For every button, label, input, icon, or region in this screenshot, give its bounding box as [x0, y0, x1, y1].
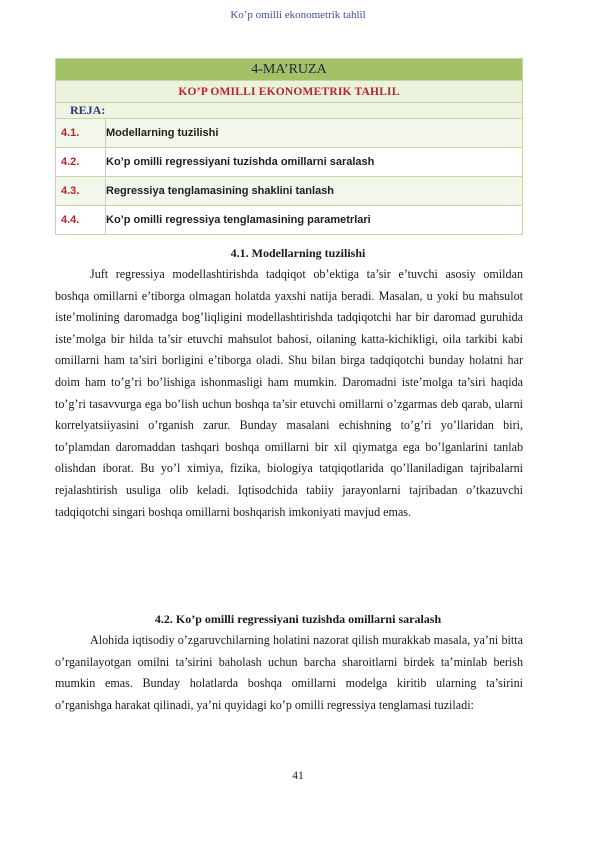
section-paragraph: Juft regressiya modellashtirishda tadqiqot ob’ektiga ta’sir e’tuvchi asosiy omildan boshqa omillarni e’tiborga olmagan holatda yaxshi natija beradi. Masalan, u yoki bu mahsulot iste’molining daromadga bog’liqligini modellashtirishda tadqiqotchi har bir daromad guruhida iste’molga bir hilda ta’sir etuvchi mahsulot bahosi, oilaning katta-kichikligi, oila tarkibi kabi omillarni ham ta’siri borligini e’tiborga oladi. Shu bilan birga tadqiqotchi bunday holatni har doim ham to’g’ri bo’lishiga ishonmasligi ham mumkin. Daromadni iste’molga ta’siri haqida to’g’ri tasavvurga ega bo’lish uchun boshqa ta’sir etuvchi omillarni o’zgarmas deb qarab, ularni korrelyatsiiyasini o’rganish zarur. Bunday masalani echishning to’g’ri yo’llaridan biri, to’plamdan daromaddan tashqari boshqa omillarni bir xil qiymatga ega bo’lganlarini tanlab olishdan iborat. Bu yo’l ximiya, fizika, biologiya tatqiqotlarida qo’llaniladigan tajribalarni rejalashtirish usuliga olib keladi. Iqtisodchida tabiiy jarayonlarni tajribadan o’tkazuvchi tadqiqotchi singari boshqa omillarni boshqarish imkoniyati mavjud emas. — [55, 267, 523, 519]
section-heading: 4.1. Modellarning tuzilishi — [230, 246, 366, 260]
page-number: 41 — [292, 770, 304, 782]
section-paragraph: Alohida iqtisodiy o’zgaruvchilarning holatini nazorat qilish murakkab masala, ya’ni bitta o’rganilayotgan omilni ta’sirini baholash uchun barcha sharoitlarni birdek ta’minlab berish mumkin emas. Bunday holatlarda boshqa omillarni modelga kiritib ularning ta’sirini o’rganishga harakat qilinadi, ya’ni quyidagi ko’p omilli regressiya tenglamasi tuziladi: — [55, 633, 523, 712]
plan-item-text: Regressiya tenglamasining shaklini tanlash — [106, 177, 523, 206]
section-heading: 4.2. Ko’p omilli regressiyani tuzishda omillarni saralash — [154, 612, 442, 626]
running-header: Ko’p omilli ekonometrik tahlil — [230, 9, 366, 21]
lecture-number: 4-MA’RUZA — [56, 59, 523, 81]
plan-item-number: 4.1. — [56, 119, 106, 148]
plan-label: REJA: — [56, 103, 523, 119]
lecture-title: KO’P OMILLI EKONOMETRIK TAHLIL — [56, 81, 523, 103]
plan-item — [56, 148, 523, 177]
plan-item — [56, 206, 523, 235]
plan-item-text: Ko’p omilli regressiya tenglamasining parametrlari — [106, 206, 523, 235]
plan-item — [56, 177, 523, 206]
plan-item-text: Ko’p omilli regressiyani tuzishda omillarni saralash — [106, 148, 523, 177]
lecture-plan-table — [55, 58, 523, 235]
plan-item-number: 4.3. — [56, 177, 106, 206]
plan-item-text: Modellarning tuzilishi — [106, 119, 523, 148]
plan-item-number: 4.2. — [56, 148, 106, 177]
plan-item — [56, 119, 523, 148]
plan-item-number: 4.4. — [56, 206, 106, 235]
